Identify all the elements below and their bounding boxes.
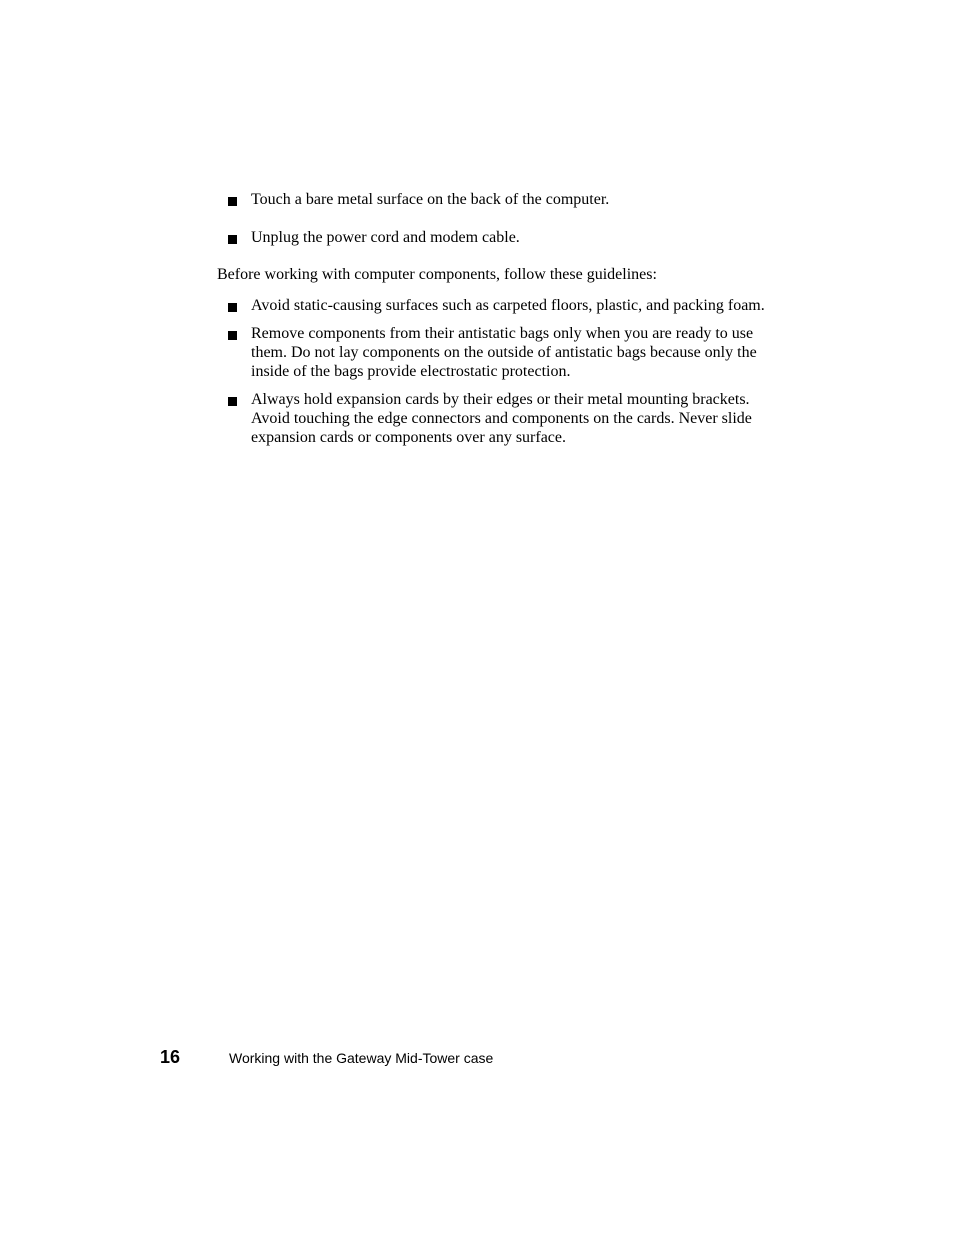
list-item-text: Always hold expansion cards by their edges or their metal mounting brackets. Avoid touching the edge connectors and components on the cards. Never slide expansion cards or components over any surface.: [251, 391, 752, 446]
list-item: [217, 390, 787, 447]
square-bullet-icon: [228, 235, 237, 244]
square-bullet-icon: [228, 331, 237, 340]
precaution-list: [217, 190, 787, 247]
list-item-text: Touch a bare metal surface on the back of the computer.: [251, 191, 610, 208]
list-item: [217, 324, 787, 381]
list-item: [217, 228, 787, 247]
page-number: 16: [160, 1047, 181, 1067]
square-bullet-icon: [228, 397, 237, 406]
list-item-text: Avoid static-causing surfaces such as carpeted floors, plastic, and packing foam.: [251, 297, 765, 314]
list-item: [217, 296, 787, 315]
guidelines-list: [217, 296, 787, 447]
list-item-text: Remove components from their antistatic bags only when you are ready to use them. Do not lay components on the outside of antistatic bags because only the inside of the bags provide electrostatic protection.: [251, 325, 757, 380]
page-content: [217, 190, 787, 447]
square-bullet-icon: [228, 303, 237, 312]
square-bullet-icon: [228, 197, 237, 206]
guidelines-intro: Before working with computer components, follow these guidelines:: [217, 266, 657, 283]
running-footer-title: Working with the Gateway Mid-Tower case: [229, 1050, 494, 1066]
list-item-text: Unplug the power cord and modem cable.: [251, 229, 520, 246]
list-item: [217, 190, 787, 209]
